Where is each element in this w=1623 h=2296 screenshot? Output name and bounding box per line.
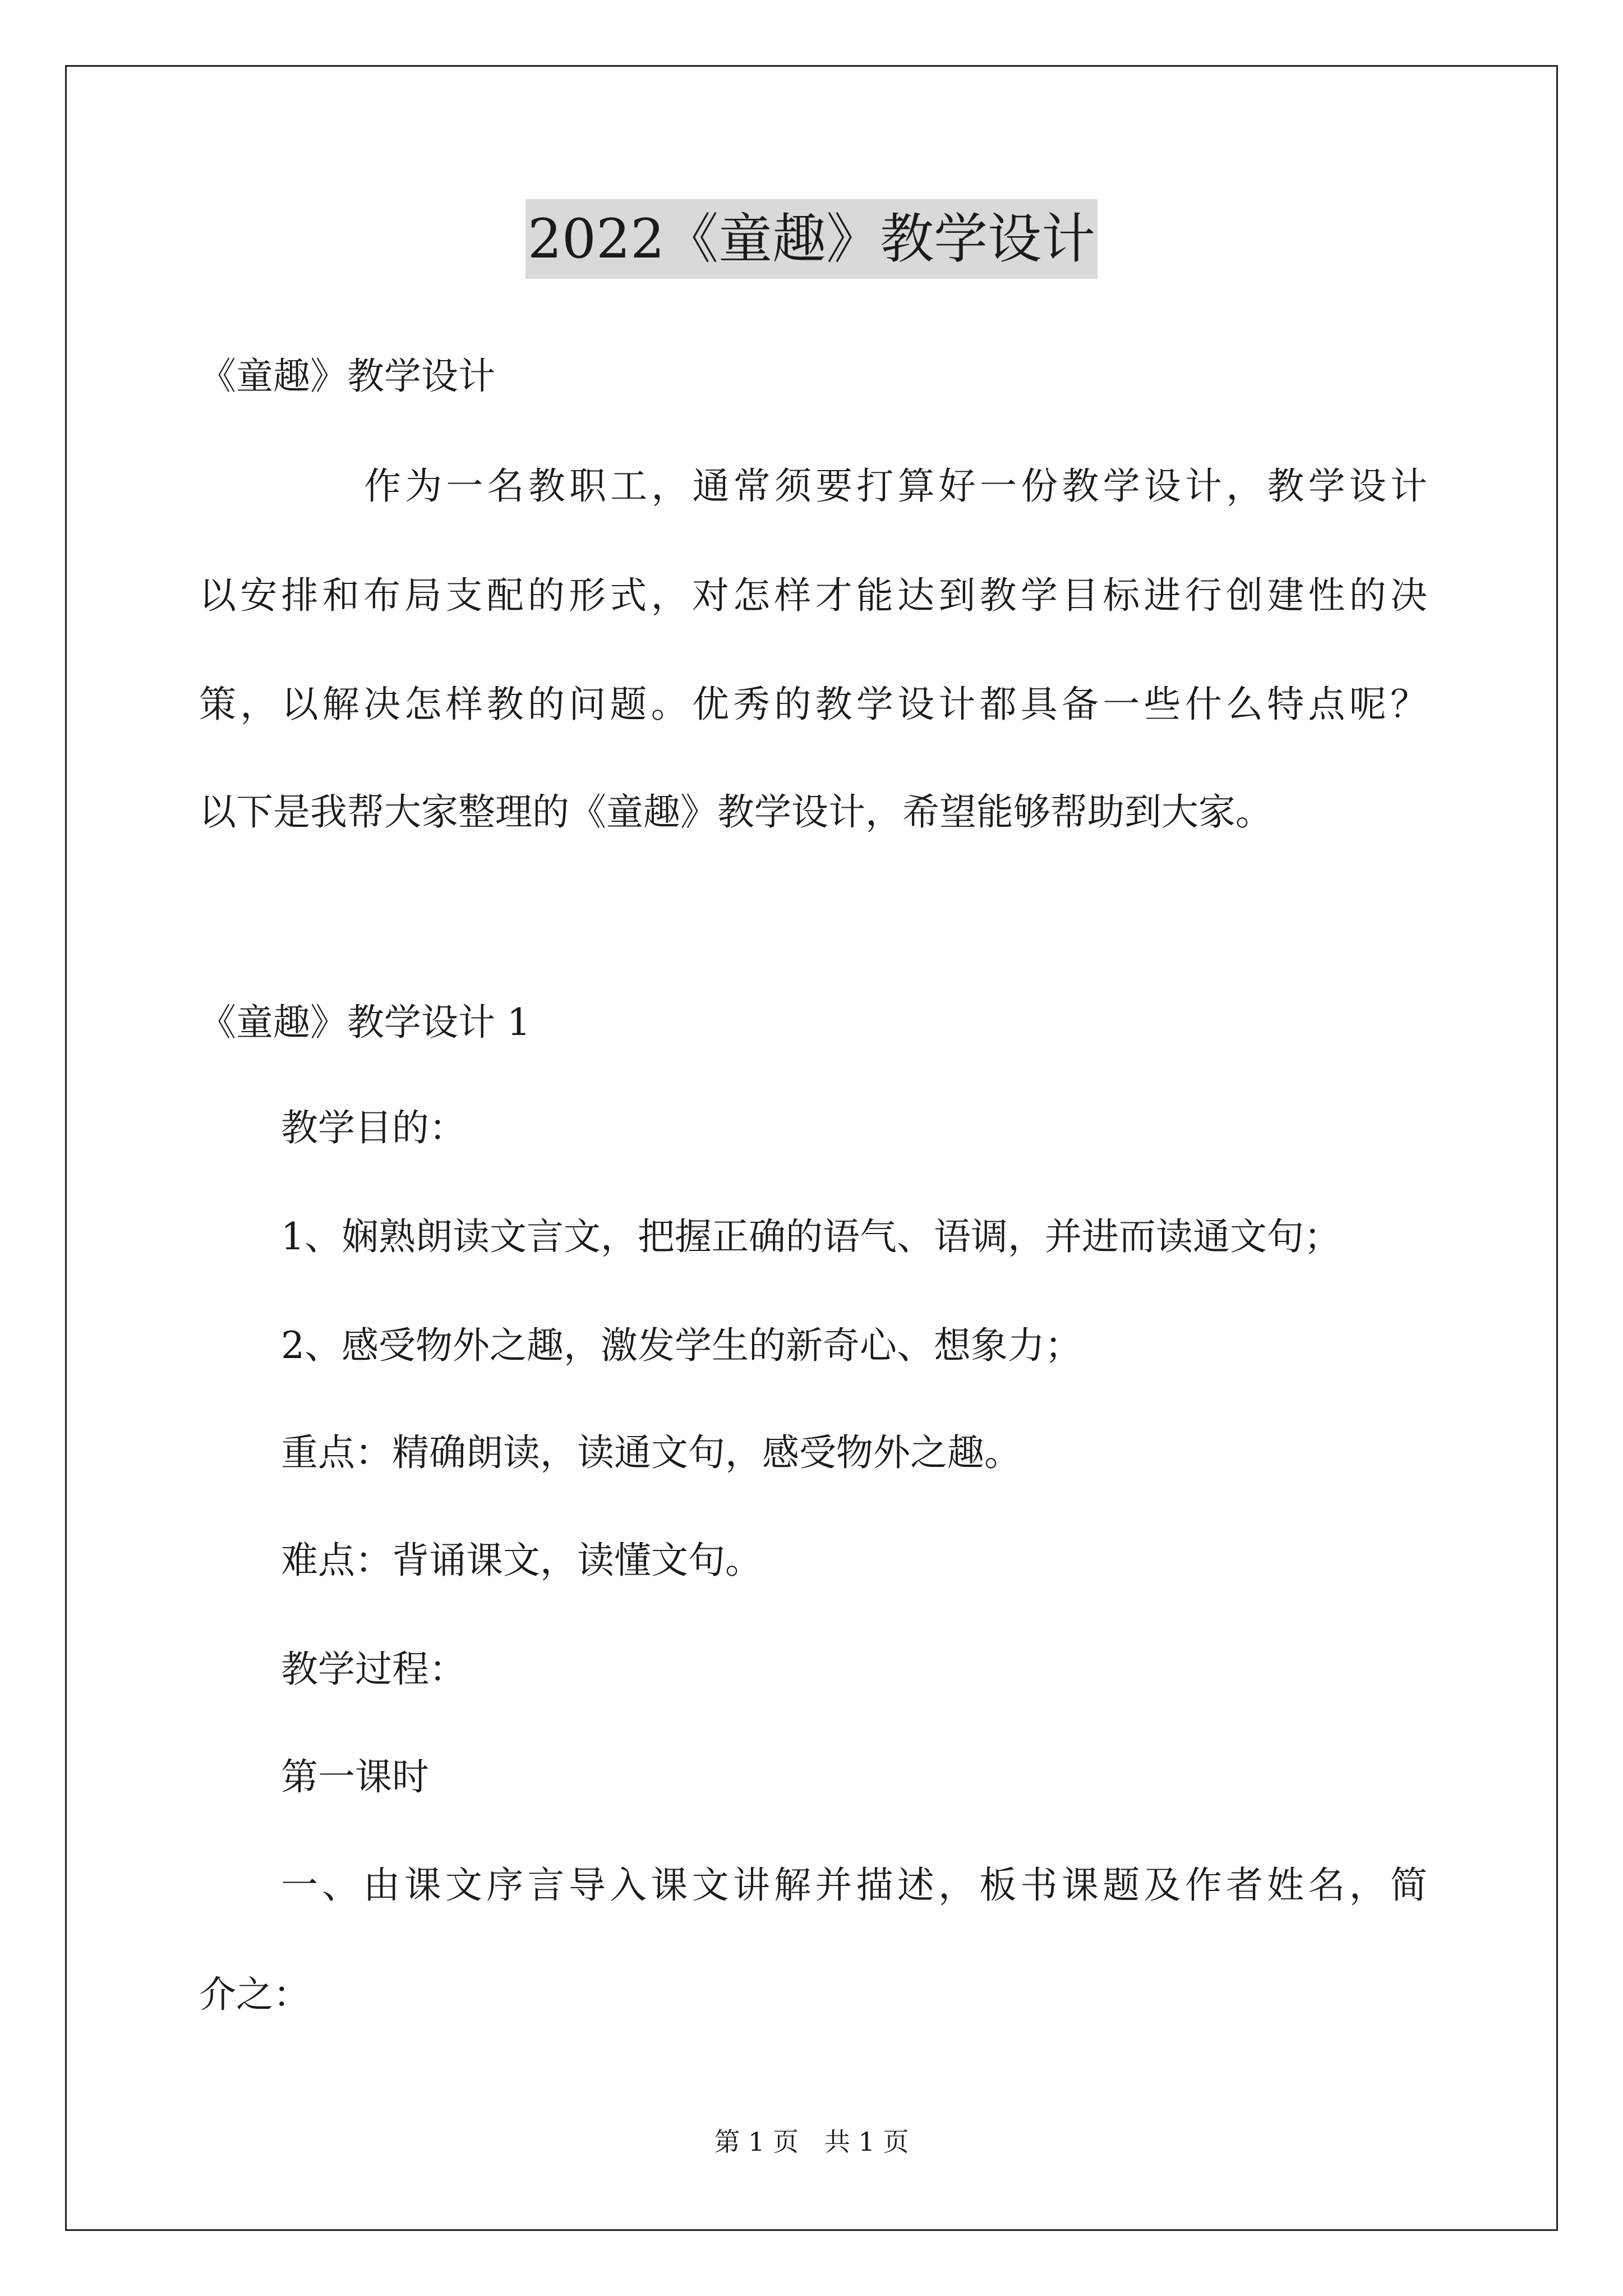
title-container (0, 199, 1623, 279)
section-heading: 《童趣》教学设计 1 (199, 1001, 531, 1044)
document-title: 2022《童趣》教学设计 (525, 199, 1098, 279)
body-line-step-1: 一、由课文序言导入课文讲解并描述，板书课题及作者姓名，简 (281, 1864, 1427, 1907)
body-line-teaching-goals: 教学目的： (281, 1106, 466, 1149)
intro-paragraph-line-4: 以下是我帮大家整理的《童趣》教学设计，希望能够帮助到大家。 (199, 790, 1272, 834)
body-line-difficulties: 难点：背诵课文，读懂文句。 (281, 1539, 762, 1582)
body-line-goal-2: 2、感受物外之趣，激发学生的新奇心、想象力； (281, 1324, 1082, 1367)
body-line-goal-1: 1、娴熟朗读文言文，把握正确的语气、语调，并进而读通文句； (281, 1215, 1341, 1258)
body-line-first-lesson: 第一课时 (281, 1755, 429, 1798)
subtitle: 《童趣》教学设计 (199, 355, 495, 398)
page-footer: 第 1 页 共 1 页 (714, 2127, 909, 2157)
body-line-key-points: 重点：精确朗读，读通文句，感受物外之趣。 (281, 1431, 1021, 1474)
intro-paragraph-line-3: 策，以解决怎样教的问题。优秀的教学设计都具备一些什么特点呢？ (199, 683, 1427, 726)
body-line-step-1-continued: 介之： (199, 1973, 310, 2016)
intro-paragraph-line-2: 以安排和布局支配的形式，对怎样才能达到教学目标进行创建性的决 (199, 574, 1427, 617)
body-line-teaching-process: 教学过程： (281, 1648, 466, 1691)
intro-paragraph-line-1: 作为一名教职工，通常须要打算好一份教学设计，教学设计 (364, 464, 1427, 508)
